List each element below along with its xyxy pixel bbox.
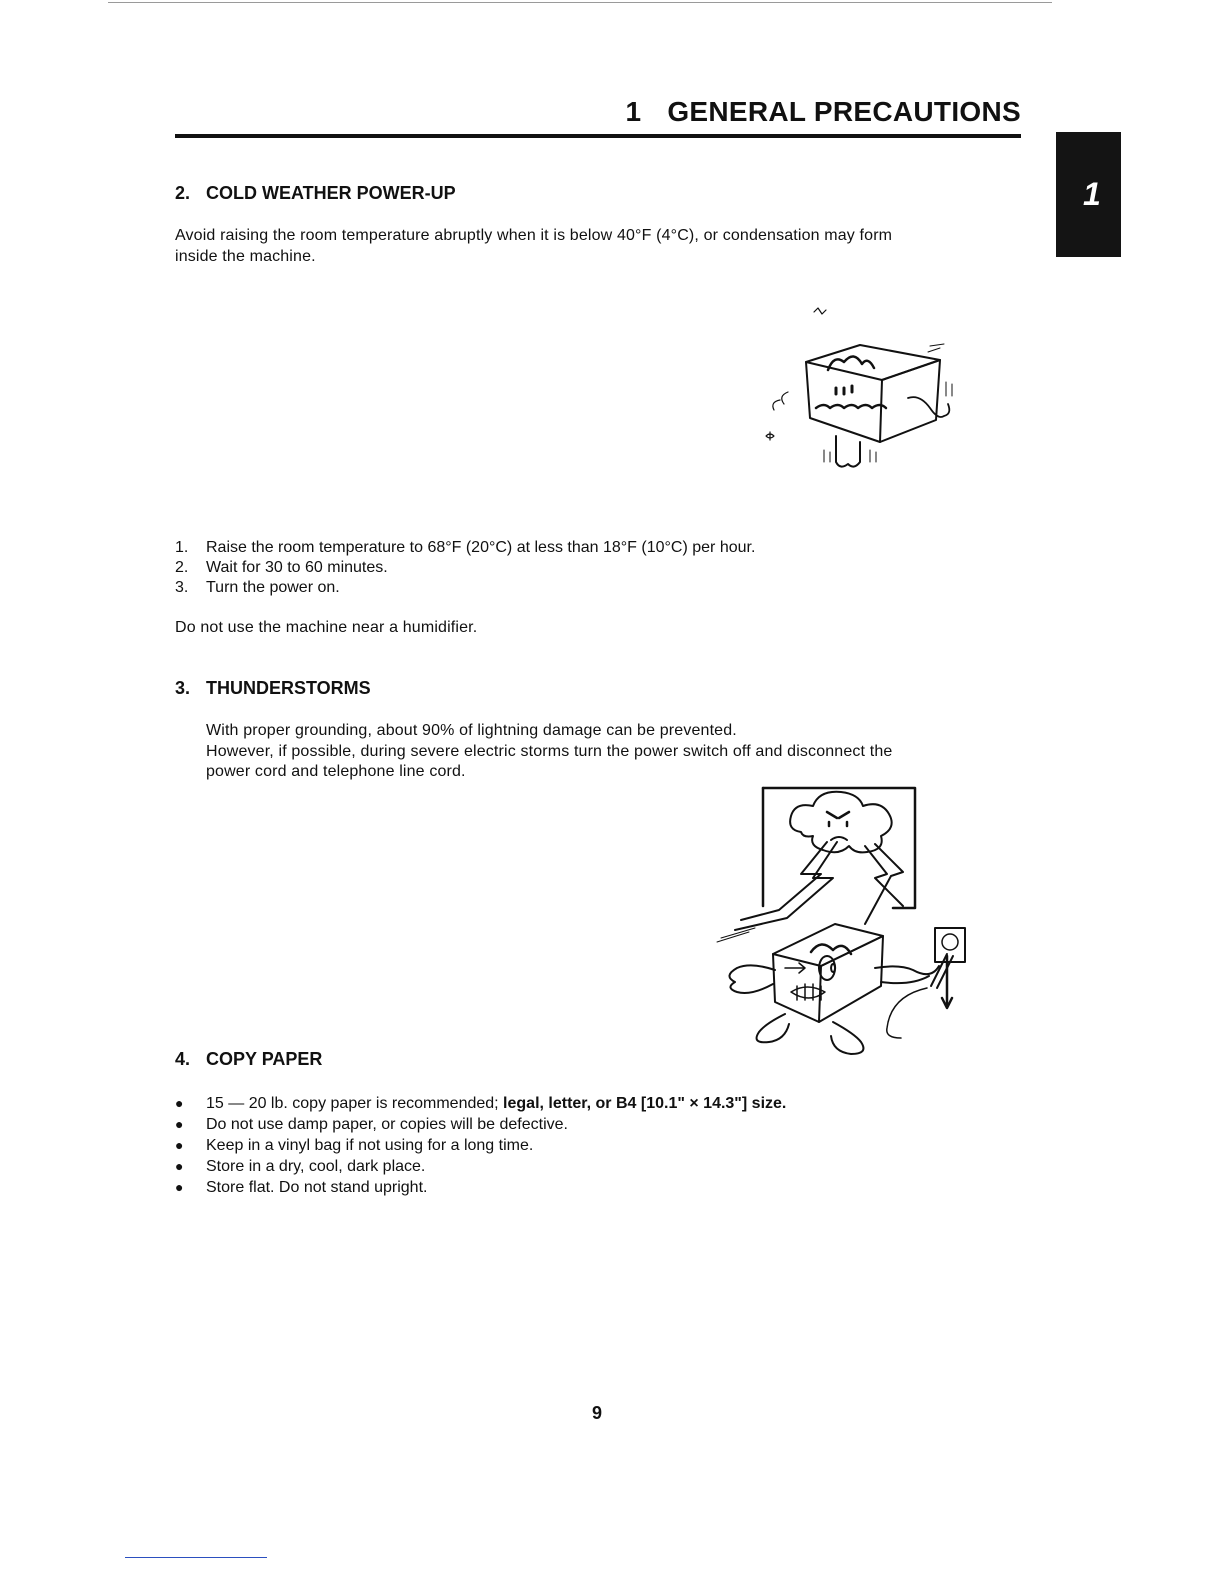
list-item <box>175 1093 786 1114</box>
section-heading-cold-weather <box>175 183 456 204</box>
bullet-icon: ● <box>175 1095 184 1111</box>
text-line: However, if possible, during severe electric storms turn the power switch off and disconnect the <box>206 742 893 760</box>
page-number: 9 <box>592 1403 603 1423</box>
cold-weather-intro <box>175 226 892 267</box>
list-item <box>175 1114 786 1135</box>
section-title: COPY PAPER <box>206 1049 323 1069</box>
section-number: 2. <box>175 183 191 203</box>
step-number: 2. <box>175 559 189 576</box>
list-item <box>175 578 755 598</box>
thunderstorm-illustration <box>715 782 975 1057</box>
step-text: Raise the room temperature to 68°F (20°C) at less than 18°F (10°C) per hour. <box>206 539 756 556</box>
list-item <box>175 538 755 558</box>
bullet-icon: ● <box>175 1158 184 1174</box>
section-title: COLD WEATHER POWER-UP <box>206 183 456 203</box>
chapter-tab-number: 1 <box>1083 176 1101 212</box>
cold-weather-steps <box>175 538 755 598</box>
list-item <box>175 1177 786 1198</box>
item-emphasis: legal, letter, or B4 [10.1" × 14.3"] size. <box>503 1095 787 1112</box>
item-text: Store flat. Do not stand upright. <box>206 1179 428 1196</box>
copy-paper-list <box>175 1093 786 1198</box>
item-text: Do not use damp paper, or copies will be defective. <box>206 1116 568 1133</box>
header-rule <box>175 134 1021 138</box>
chapter-tab <box>1056 132 1121 257</box>
item-text: Store in a dry, cool, dark place. <box>206 1158 426 1175</box>
item-text: 15 — 20 lb. copy paper is recommended; <box>206 1095 504 1112</box>
intro-line: inside the machine. <box>175 247 316 265</box>
humidifier-note: Do not use the machine near a humidifier. <box>175 619 478 636</box>
chapter-number: 1 <box>625 96 642 127</box>
cold-machine-illustration <box>740 300 970 490</box>
intro-line: Avoid raising the room temperature abruptly when it is below 40°F (4°C), or condensation may form <box>175 227 893 244</box>
bullet-icon: ● <box>175 1116 184 1132</box>
thunderstorms-text <box>206 721 892 783</box>
section-number: 4. <box>175 1049 191 1069</box>
page-title <box>625 96 1021 128</box>
section-heading-thunderstorms <box>175 678 371 699</box>
chapter-title: GENERAL PRECAUTIONS <box>667 96 1021 127</box>
list-item <box>175 1156 786 1177</box>
section-heading-copy-paper <box>175 1049 322 1070</box>
item-text: Keep in a vinyl bag if not using for a long time. <box>206 1137 534 1154</box>
section-number: 3. <box>175 678 191 698</box>
list-item <box>175 1135 786 1156</box>
step-number: 3. <box>175 579 189 596</box>
bullet-icon: ● <box>175 1179 184 1195</box>
footer-rule <box>125 1557 267 1558</box>
top-rule <box>108 2 1052 3</box>
section-title: THUNDERSTORMS <box>206 678 371 698</box>
step-text: Turn the power on. <box>206 579 340 596</box>
step-text: Wait for 30 to 60 minutes. <box>206 559 388 576</box>
list-item <box>175 558 755 578</box>
text-line: power cord and telephone line cord. <box>206 763 466 780</box>
bullet-icon: ● <box>175 1137 184 1153</box>
text-line: With proper grounding, about 90% of lightning damage can be prevented. <box>206 722 737 739</box>
step-number: 1. <box>175 539 189 556</box>
